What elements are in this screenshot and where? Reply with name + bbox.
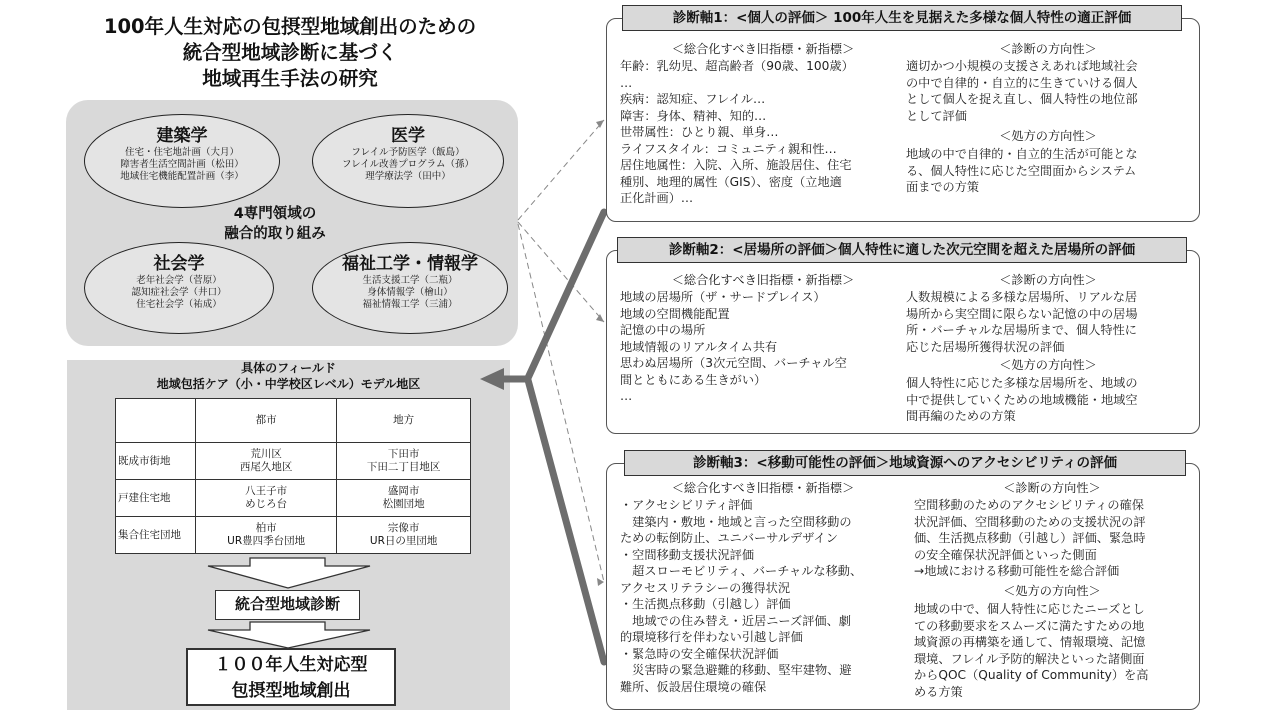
axis-2-indicators-heading: ＜総合化すべき旧指標・新指標＞ bbox=[671, 273, 855, 287]
axis-1-diagnosis-heading: ＜診断の方向性＞ bbox=[999, 42, 1097, 56]
list-item: アクセスリテラシーの獲得状況 bbox=[620, 580, 791, 595]
text-line: 個人特性に応じた多様な居場所を、地域の bbox=[906, 376, 1138, 390]
list-item: 障害：身体、精神、知的… bbox=[620, 108, 767, 123]
text-line: 地域の中で、個人特性に応じたニーズとし bbox=[914, 602, 1145, 616]
welfare-name: 福祉工学・情報学 bbox=[342, 254, 478, 274]
cell-line: 荒川区 bbox=[250, 448, 282, 460]
list-item: 的環境移行を伴わない引越し評価 bbox=[620, 630, 803, 644]
fusion-line: 4専門領域の bbox=[233, 206, 317, 222]
column-header-city: 都市 bbox=[196, 399, 337, 443]
axis-3-diagnosis-heading: ＜診断の方向性＞ bbox=[1003, 481, 1101, 495]
list-item: ・空間移動支援状況評価 bbox=[620, 547, 755, 562]
text-line: 所・バーチャルな居場所まで、個人特性に bbox=[906, 323, 1137, 337]
arrowhead-icon bbox=[596, 314, 604, 322]
axis-2-diagnosis-heading: ＜診断の方向性＞ bbox=[999, 273, 1097, 287]
axis-3-prescription-heading: ＜処方の方向性＞ bbox=[1003, 584, 1101, 598]
list-item: ・アクセシビリティ評価 bbox=[620, 498, 753, 512]
welfare-item: 生活支援工学（二瓶） bbox=[362, 275, 458, 286]
dashed-connector bbox=[518, 120, 604, 220]
cell-line: 盛岡市 bbox=[387, 485, 420, 497]
text-line: 空間移動のためのアクセシビリティの確保 bbox=[914, 498, 1144, 512]
axis-2-prescription bbox=[906, 375, 1196, 425]
field-heading-line: 地域包括ケア（小・中学校区レベル）モデル地区 bbox=[156, 377, 421, 391]
text-line: 状況評価、空間移動のための支援状況の評 bbox=[914, 514, 1146, 529]
text-line: 域資源の再構築を通して、情報環境、記憶 bbox=[914, 635, 1146, 649]
text-line: 地域の中で自律的・自立的生活が可能とな bbox=[906, 147, 1138, 161]
left-arrow-icon bbox=[480, 368, 504, 390]
fusion-line: 融合的取り組み bbox=[224, 226, 326, 242]
text-line: 場所から実空間に限らない記憶の中の居場 bbox=[906, 306, 1138, 321]
cell-line: UR日の里団地 bbox=[369, 535, 438, 547]
cell-line: めじろ台 bbox=[245, 498, 288, 510]
axis-3-diagnosis bbox=[914, 497, 1198, 580]
diagnosis-box: 統合型地域診断 bbox=[215, 590, 360, 620]
down-arrow-icon bbox=[208, 558, 370, 588]
list-item: ための転倒防止、ユニバーサルデザイン bbox=[620, 531, 838, 545]
list-item: … bbox=[620, 389, 633, 403]
cell-line: 西尾久地区 bbox=[239, 461, 293, 473]
list-item: 間とともにある生きがい） bbox=[620, 372, 767, 387]
list-item: 世帯属性：ひとり親、単身… bbox=[620, 125, 779, 139]
medicine-name: 医学 bbox=[391, 126, 425, 146]
text-line: として評価 bbox=[906, 108, 967, 123]
axis-1-diagnosis bbox=[906, 58, 1196, 124]
text-line: の中で自律的・自立的に生きていける個人 bbox=[906, 75, 1138, 90]
text-line: 人数規模による多様な居場所、リアルな居 bbox=[906, 290, 1138, 304]
list-item: … bbox=[620, 75, 633, 90]
title-line-2: 統合型地域診断に基づく bbox=[182, 41, 398, 64]
cell-line: 下田市 bbox=[387, 448, 420, 460]
field-heading-line: 具体のフィールド bbox=[241, 361, 336, 375]
list-item: 居住地属性：入院、入所、施設居住、住宅 bbox=[620, 158, 852, 172]
list-item: 疾病：認知症、フレイル… bbox=[620, 92, 766, 106]
list-item: 記憶の中の場所 bbox=[620, 323, 706, 337]
list-item: ・生活拠点移動（引越し）評価 bbox=[620, 597, 791, 611]
title-line-1: 100年人生対応の包摂型地域創出のための bbox=[103, 15, 477, 38]
architecture-item: 地域住宅機能配置計画（李） bbox=[120, 171, 244, 182]
sociology-item: 住宅社会学（祐成） bbox=[136, 299, 222, 310]
cell-line: UR豊四季台団地 bbox=[227, 535, 306, 547]
axis-3-indicators-heading: ＜総合化すべき旧指標・新指標＞ bbox=[671, 481, 855, 495]
list-item: 災害時の緊急避難的移動、堅牢建物、避 bbox=[620, 663, 852, 677]
row-label: 集合住宅団地 bbox=[116, 517, 196, 554]
text-line: →地域における移動可能性を総合評価 bbox=[914, 564, 1120, 578]
text-line: める方策 bbox=[914, 684, 963, 699]
text-line: 中で提供していくための地域機能・地域空 bbox=[906, 392, 1138, 407]
sociology-item: 老年社会学（菅原） bbox=[136, 275, 222, 286]
list-item: 地域の空間機能配置 bbox=[620, 306, 730, 321]
axis-1-title: 診断軸1：<個人の評価＞ 100年人生を見据えた多様な個人特性の適正評価 bbox=[622, 5, 1182, 31]
text-line: の安全確保状況評価といった側面 bbox=[914, 547, 1097, 562]
row-label: 戸建住宅地 bbox=[116, 480, 196, 517]
cell-line: 柏市 bbox=[255, 522, 277, 534]
sociology-item: 認知症社会学（井口） bbox=[131, 287, 227, 298]
cell-line: 松園団地 bbox=[382, 498, 425, 510]
text-line: 環境、フレイル予防的解決といった諸側面 bbox=[914, 651, 1145, 666]
list-item: ライフスタイル：コミュニティ親和性… bbox=[620, 141, 837, 156]
column-header-rural: 地方 bbox=[337, 399, 471, 443]
architecture-name: 建築学 bbox=[156, 126, 208, 146]
result-line: １００年人生対応型 bbox=[214, 655, 368, 675]
axis-2-title: 診断軸2：<居場所の評価＞個人特性に適した次元空間を超えた居場所の評価 bbox=[617, 237, 1187, 263]
text-line: ての移動要求をスムーズに満たすための地 bbox=[914, 618, 1145, 633]
cell-line: 宗像市 bbox=[387, 522, 420, 534]
list-item: 建築内・敷地・地域と言った空間移動の bbox=[620, 514, 852, 529]
axis-2-prescription-heading: ＜処方の方向性＞ bbox=[999, 358, 1097, 372]
text-line: 価、生活拠点移動（引越し）評価、緊急時 bbox=[914, 531, 1146, 545]
list-item: ・緊急時の安全確保状況評価 bbox=[620, 646, 779, 661]
axis-1-indicators-heading: ＜総合化すべき旧指標・新指標＞ bbox=[671, 42, 855, 56]
axis-2-diagnosis bbox=[906, 289, 1196, 355]
text-line: 間再編のための方策 bbox=[906, 409, 1016, 423]
result-line: 包摂型地域創出 bbox=[231, 681, 351, 701]
down-arrow-icon bbox=[208, 622, 370, 648]
arrowhead-icon bbox=[596, 120, 604, 128]
cell-line: 八王子市 bbox=[245, 485, 288, 497]
medicine-item: 理学療法学（田中） bbox=[365, 171, 451, 182]
axis-3-title: 診断軸3：<移動可能性の評価＞地域資源へのアクセシビリティの評価 bbox=[624, 450, 1186, 476]
welfare-item: 福祉情報工学（三浦） bbox=[362, 299, 458, 310]
result-box bbox=[186, 648, 396, 706]
medicine-item: フレイル改善プログラム（孫） bbox=[341, 159, 475, 170]
axis-2-indicators bbox=[620, 289, 910, 405]
axis-1-prescription bbox=[906, 146, 1196, 196]
sociology-name: 社会学 bbox=[153, 254, 205, 274]
architecture-item: 住宅・住宅地計画（大月） bbox=[124, 147, 239, 158]
list-item: 種別、地理的属性（GIS）、密度（立地適 bbox=[620, 174, 842, 189]
welfare-item: 身体情報学（檜山） bbox=[367, 287, 453, 298]
axis-3-indicators bbox=[620, 497, 914, 695]
list-item: 年齢：乳幼児、超高齢者（90歳、100歳） bbox=[620, 59, 854, 73]
text-line: 適切かつ小規模の支援さえあれば地域社会 bbox=[906, 59, 1138, 73]
list-item: 地域の居場所（ザ・サードプレイス） bbox=[620, 290, 826, 304]
text-line: からQOC（Quality of Community）を高 bbox=[914, 668, 1149, 682]
text-line: として個人を捉え直し、個人特性の地位部 bbox=[906, 92, 1138, 106]
medicine-item: フレイル予防医学（飯島） bbox=[351, 147, 465, 158]
axis-3-prescription bbox=[914, 601, 1198, 700]
list-item: 難所、仮設居住環境の確保 bbox=[620, 679, 767, 694]
architecture-item: 障害者生活空間計画（松田） bbox=[120, 159, 244, 170]
list-item: 正化計画）… bbox=[620, 191, 694, 205]
bold-connector bbox=[528, 212, 604, 378]
title-line-3: 地域再生手法の研究 bbox=[202, 67, 378, 90]
list-item: 地域での住み替え・近居ニーズ評価、劇 bbox=[620, 613, 851, 628]
axis-1-prescription-heading: ＜処方の方向性＞ bbox=[999, 129, 1097, 143]
cell-line: 下田二丁目地区 bbox=[366, 461, 441, 473]
text-line: 応じた居場所獲得状況の評価 bbox=[906, 339, 1065, 354]
list-item: 地域情報のリアルタイム共有 bbox=[620, 339, 778, 354]
text-line: る、個人特性に応じた空間面からシステム bbox=[906, 163, 1137, 178]
axis-1-indicators bbox=[620, 58, 910, 207]
row-label: 既成市街地 bbox=[116, 443, 196, 480]
text-line: 面までの方策 bbox=[906, 180, 980, 194]
list-item: 超スローモビリティ、バーチャルな移動、 bbox=[620, 564, 863, 578]
list-item: 思わぬ居場所（3次元空間、バーチャル空 bbox=[620, 356, 847, 370]
